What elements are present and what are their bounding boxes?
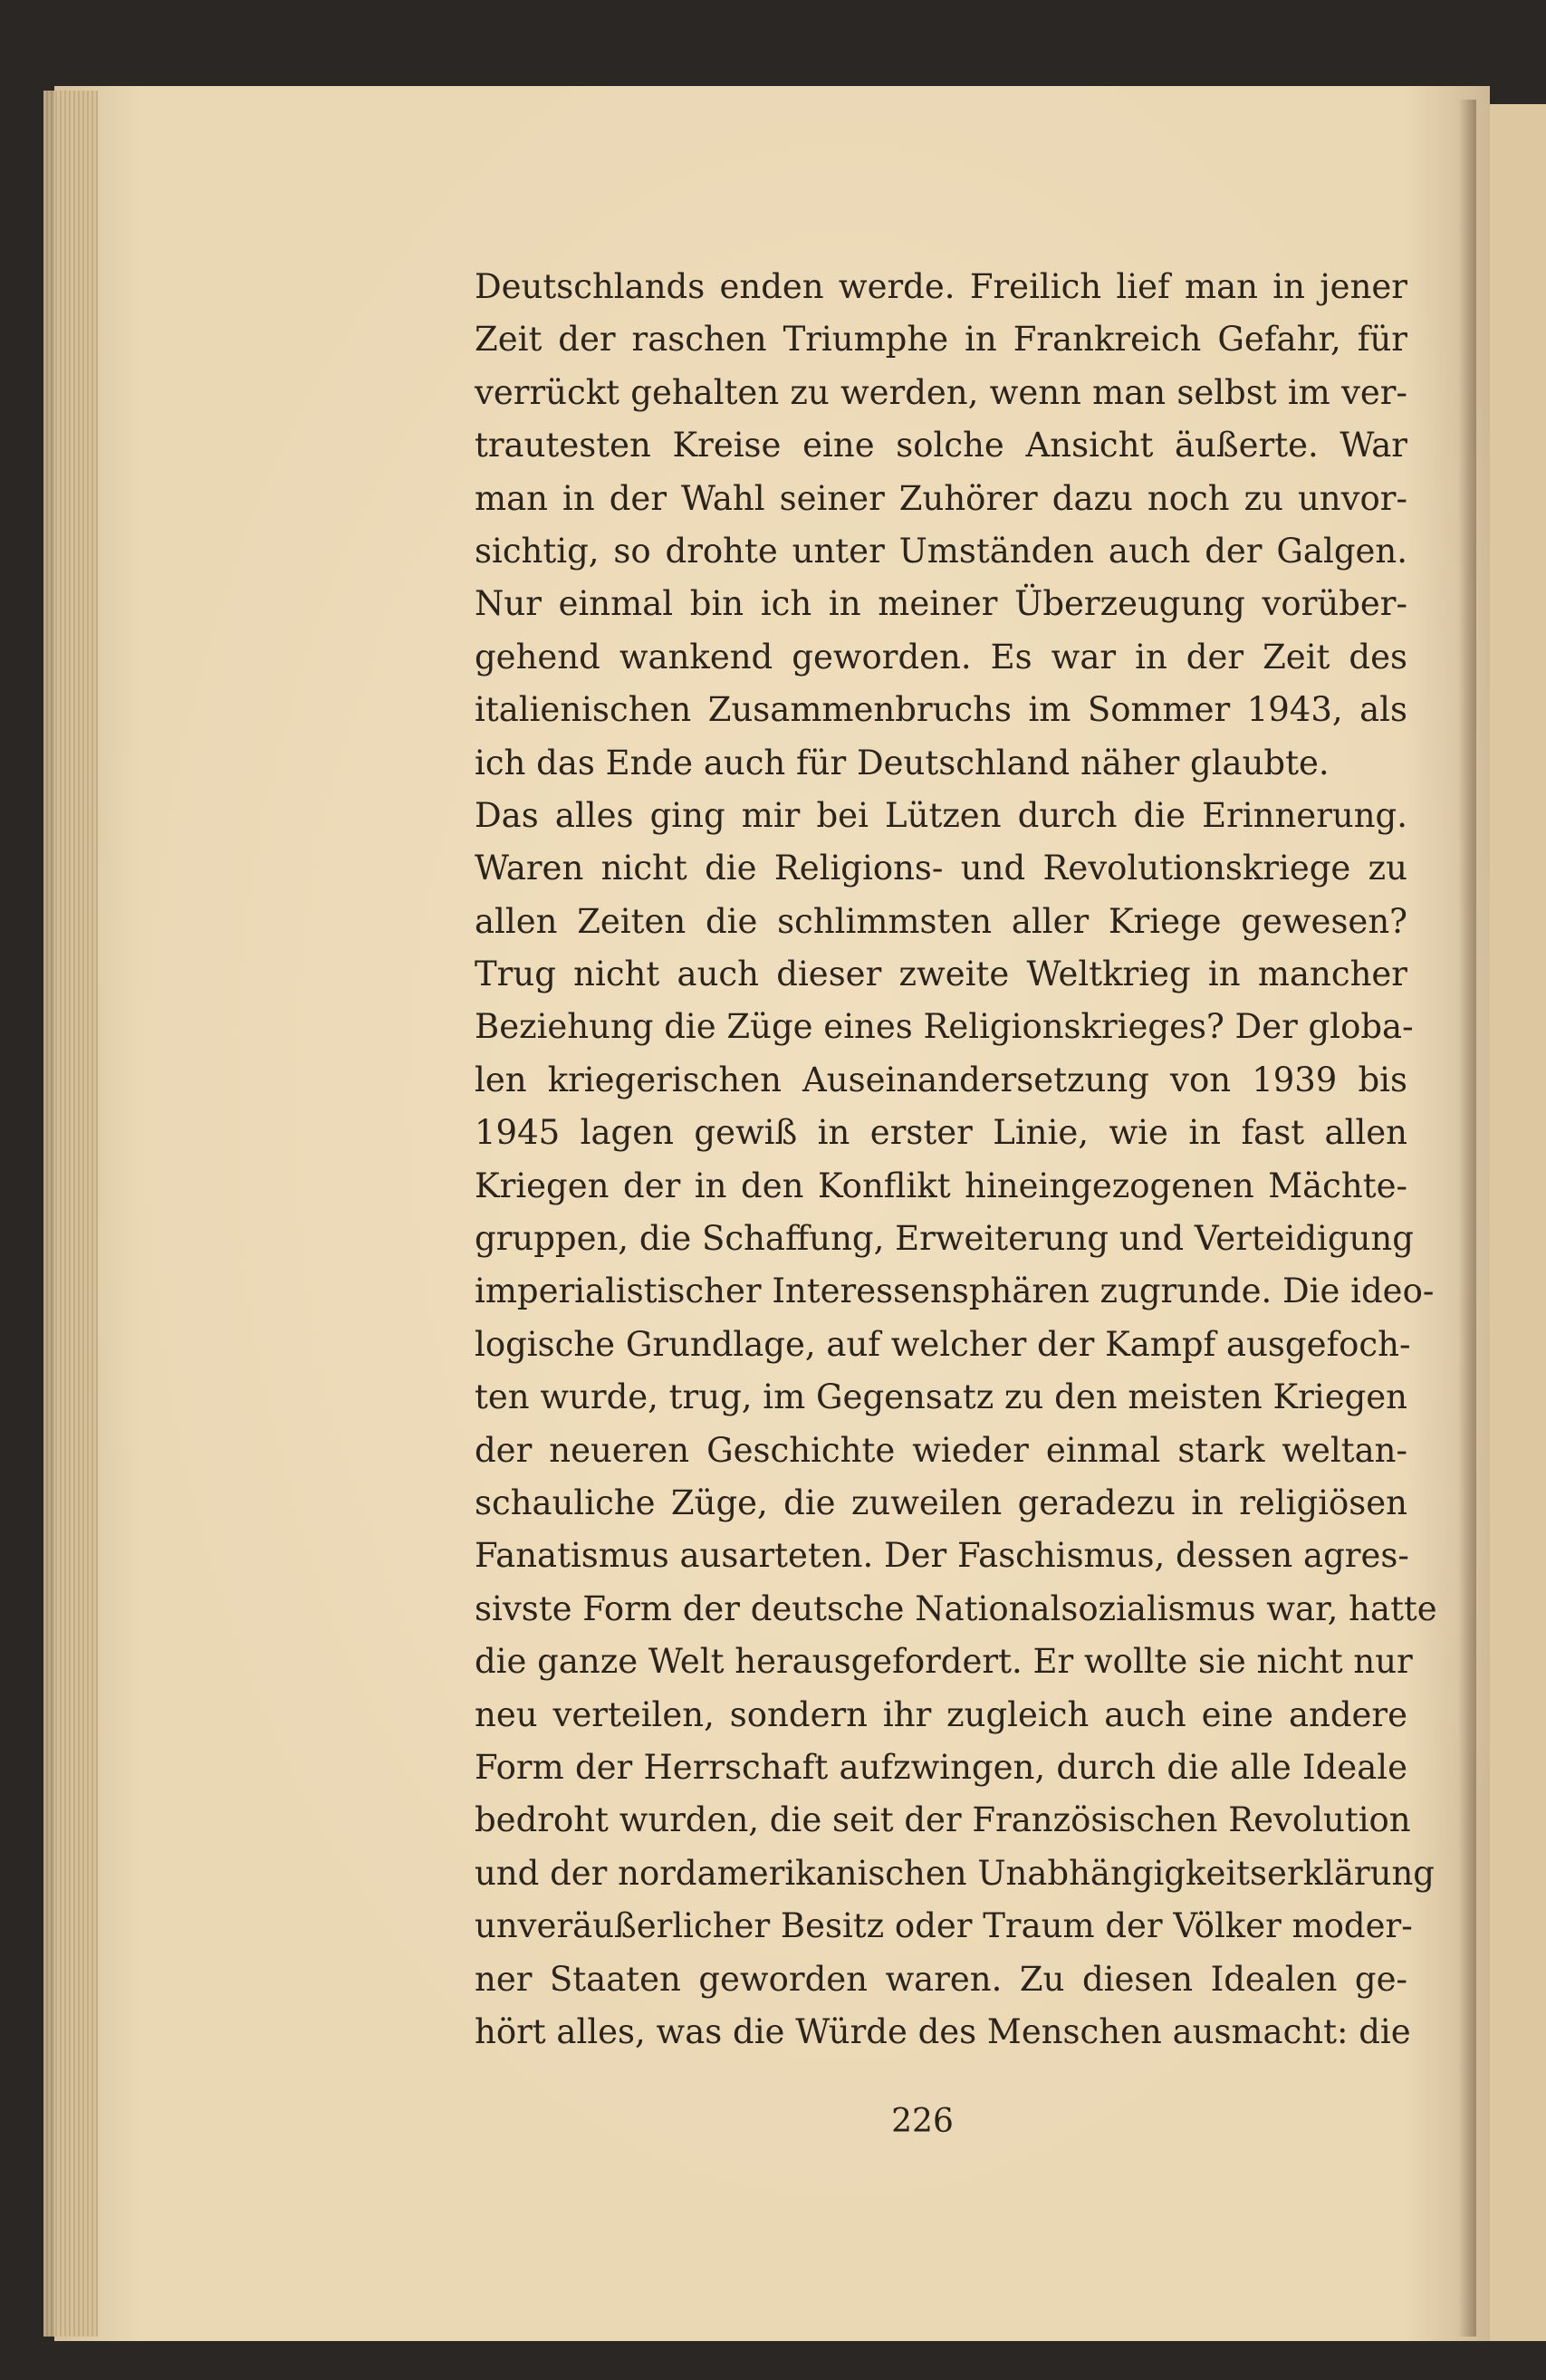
- text-line: neu verteilen, sondern ihr zugleich auch eine andere: [475, 1694, 1407, 1734]
- text-line: Zeit der raschen Triumphe in Frankreich Gefahr, für: [475, 320, 1407, 360]
- text-line: Deutschlands enden werde. Freilich lief man in jener: [475, 267, 1407, 306]
- text-line: len kriegerischen Auseinandersetzung von 1939 bis: [475, 1060, 1407, 1099]
- text-line: unveräußerlicher Besitz oder Traum der Völker moder-: [475, 1906, 1413, 1946]
- text-line: Waren nicht die Religions- und Revolutionskriege zu: [475, 849, 1407, 888]
- text-line: der neueren Geschichte wieder einmal stark weltan-: [475, 1430, 1407, 1470]
- text-line: man in der Wahl seiner Zuhörer dazu noch zu unvor-: [475, 478, 1407, 518]
- text-line: Trug nicht auch dieser zweite Weltkrieg in mancher: [475, 955, 1407, 994]
- text-line: sivste Form der deutsche Nationalsozialismus war, hatte: [475, 1588, 1437, 1628]
- text-line: schauliche Züge, die zuweilen geradezu in religiösen: [475, 1483, 1407, 1522]
- text-line: hört alles, was die Würde des Menschen ausmacht: die: [475, 2011, 1411, 2051]
- text-line: und der nordamerikanischen Unabhängigkeitserklärung: [475, 1853, 1435, 1893]
- text-line: Form der Herrschaft aufzwingen, durch die alle Ideale: [475, 1747, 1407, 1787]
- text-line: 1945 lagen gewiß in erster Linie, wie in fast allen: [475, 1113, 1407, 1153]
- page-number: 226: [891, 2103, 954, 2140]
- text-line: verrückt gehalten zu werden, wenn man selbst im ver-: [475, 372, 1407, 412]
- body-text: [475, 261, 1437, 2059]
- text-line: Beziehung die Züge eines Religionskrieges? Der globa-: [475, 1007, 1414, 1047]
- text-line: gehend wankend geworden. Es war in der Zeit des: [475, 637, 1407, 677]
- page-stack-edges: [43, 91, 98, 2337]
- text-line: italienischen Zusammenbruchs im Sommer 1943, als: [475, 690, 1407, 730]
- text-line: sichtig, so drohte unter Umständen auch der Galgen.: [475, 531, 1407, 571]
- text-line: imperialistischer Interessensphären zugrunde. Die ideo-: [475, 1272, 1435, 1311]
- text-line: ner Staaten geworden waren. Zu diesen Idealen ge-: [475, 1959, 1407, 1999]
- text-line: Nur einmal bin ich in meiner Überzeugung vorüber-: [475, 584, 1407, 624]
- binding-gutter: [1458, 100, 1476, 2337]
- text-line: bedroht wurden, die seit der Französischen Revolution: [475, 1800, 1411, 1840]
- text-line: gruppen, die Schaffung, Erweiterung und Verteidigung: [475, 1219, 1414, 1259]
- text-line: logische Grundlage, auf welcher der Kampf ausgefoch-: [475, 1324, 1411, 1364]
- text-line: ten wurde, trug, im Gegensatz zu den meisten Kriegen: [475, 1377, 1407, 1417]
- text-line: Das alles ging mir bei Lützen durch die Erinnerung.: [475, 795, 1407, 835]
- text-line: trautesten Kreise eine solche Ansicht äußerte. War: [475, 426, 1407, 465]
- text-line: allen Zeiten die schlimmsten aller Kriege gewesen?: [475, 901, 1407, 941]
- text-line: die ganze Welt herausgefordert. Er wollte sie nicht nur: [475, 1642, 1413, 1682]
- text-line: Kriegen der in den Konflikt hineingezogenen Mächte-: [475, 1166, 1407, 1205]
- text-line: Fanatismus ausarteten. Der Faschismus, dessen agres-: [475, 1536, 1409, 1576]
- text-line: ich das Ende auch für Deutschland näher glaubte.: [475, 743, 1330, 782]
